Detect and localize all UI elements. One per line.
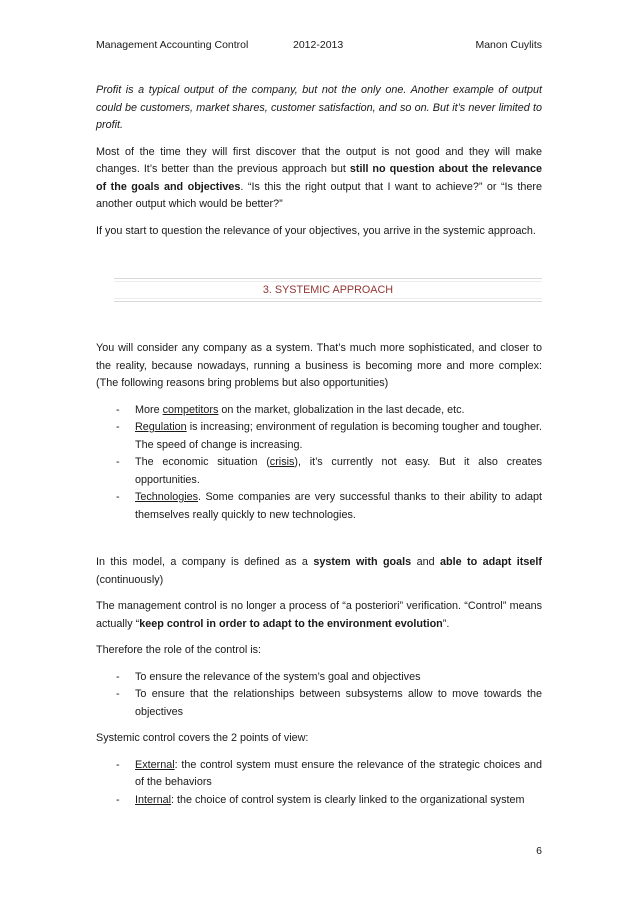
dash-bullet: - — [116, 403, 120, 416]
text-run: is increasing; environment of regulation is becoming tougher and tougher. The speed of change is increasing. — [135, 421, 542, 451]
dash-bullet: - — [116, 793, 120, 806]
dash-bullet: - — [116, 421, 120, 433]
model-paragraph — [96, 554, 542, 589]
text-run: . Some companies are very successful thanks to their ability to adapt themselves really quickly to new technologies. — [135, 491, 542, 521]
section-title: 3. SYSTEMIC APPROACH — [262, 284, 394, 296]
header-course-title: Management Accounting Control — [96, 39, 249, 51]
reasons-list — [96, 402, 542, 525]
dash-bullet: - — [116, 456, 120, 468]
text-run: ”. — [442, 617, 450, 630]
section-heading-box — [114, 278, 542, 302]
header-year: 2012-2013 — [293, 39, 344, 51]
list-item — [96, 489, 542, 524]
text-run: ), it’s currently not easy. But it also creates opportunities. — [135, 456, 542, 486]
list-item — [96, 402, 542, 420]
text-run: Most of the time they will first discover that the output is not good and they will make changes. It’s better than the previous approach but — [96, 145, 542, 175]
text-run: : the control system must ensure the relevance of the strategic choices and of the behaviors — [135, 758, 542, 788]
control-paragraph — [96, 598, 542, 633]
list-item — [96, 757, 542, 792]
text-run: . “Is this the right output that I want to achieve?” or “Is there another output which would be better?” — [96, 180, 542, 210]
views-list — [96, 757, 542, 810]
page-header — [96, 38, 542, 52]
bold-text: keep control in order to adapt to the environment evolution — [139, 617, 443, 630]
page-number: 6 — [536, 845, 542, 857]
underlined-term: Technologies — [135, 491, 199, 503]
intro-paragraph-3: If you start to question the relevance of your objectives, you arrive in the systemic approach. — [96, 224, 536, 237]
role-intro: Therefore the role of the control is: — [96, 644, 262, 656]
list-item — [96, 686, 542, 721]
views-intro: Systemic control covers the 2 points of view: — [96, 732, 309, 744]
list-item — [96, 792, 542, 810]
text-run: and — [411, 556, 440, 568]
text-run: : the choice of control system is clearly linked to the organizational system — [171, 793, 525, 806]
dash-bullet: - — [116, 758, 120, 771]
page-body — [96, 82, 542, 809]
text-run: The economic situation ( — [135, 456, 270, 468]
list-item — [96, 454, 542, 489]
text-run: To ensure the relevance of the system’s goal and objectives — [135, 670, 421, 683]
bold-text: still no question about the relevance of the goals and objectives — [96, 163, 542, 193]
underlined-term: competitors — [162, 403, 219, 416]
dash-bullet: - — [116, 688, 120, 700]
text-run: In this model, a company is defined as a — [96, 556, 314, 568]
underlined-term: Internal — [135, 793, 172, 806]
text-run: The management control is no longer a process of “a posteriori” verification. “Control” means actually “ — [96, 600, 542, 630]
text-run: To ensure that the relationships between subsystems allow to move towards the objectives — [135, 688, 542, 718]
underlined-term: External — [135, 758, 175, 771]
bold-text: able to adapt itself — [439, 556, 542, 568]
text-run: (continuously) — [96, 573, 164, 586]
intro-italic-paragraph: Profit is a typical output of the company, but not the only one. Another example of output could be customers, market shares, customer satisfaction, and so on. But it’s never limited to profit. — [96, 84, 542, 131]
list-item — [96, 419, 542, 454]
dash-bullet: - — [116, 670, 120, 683]
bold-text: system with goals — [313, 556, 412, 568]
systemic-paragraph-1: You will consider any company as a system. That’s much more sophisticated, and closer to the reality, because nowadays, running a business is becoming more and more complex: (The following reasons bring problems but also opportunities) — [96, 342, 542, 389]
role-list — [96, 669, 542, 722]
list-item — [96, 669, 542, 687]
underlined-term: Regulation — [135, 421, 187, 433]
intro-paragraph-2 — [96, 144, 542, 214]
text-run: More — [135, 403, 163, 416]
text-run: on the market, globalization in the last decade, etc. — [218, 403, 465, 416]
header-author: Manon Cuylits — [475, 39, 542, 51]
dash-bullet: - — [116, 491, 120, 503]
underlined-term: crisis — [269, 456, 295, 468]
